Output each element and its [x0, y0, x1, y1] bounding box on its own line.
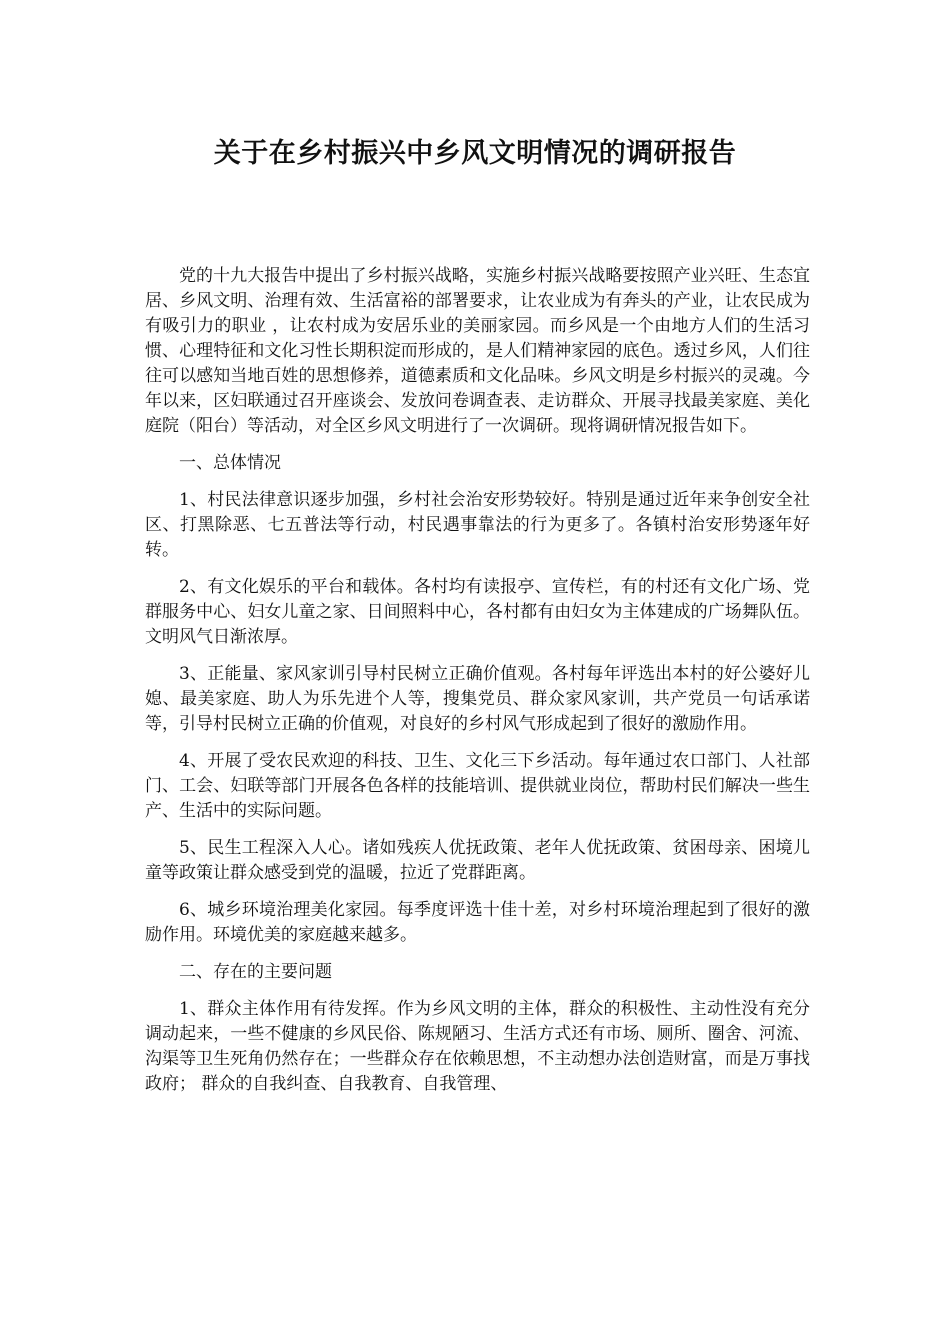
overview-item-2: 2、有文化娱乐的平台和载体。各村均有读报亭、宣传栏，有的村还有文化广场、党群服务中心、妇女儿童之家、日间照料中心，各村都有由妇女为主体建成的广场舞队伍。文明风气日渐浓厚。: [145, 577, 810, 647]
document-title: 关于在乡村振兴中乡风文明情况的调研报告: [213, 138, 737, 169]
section-heading-overview: 一、总体情况: [179, 453, 281, 473]
overview-item-5: 5、民生工程深入人心。诸如残疾人优抚政策、老年人优抚政策、贫困母亲、困境儿童等政策让群众感受到党的温暖，拉近了党群距离。: [145, 838, 810, 883]
overview-item-4: 4、开展了受农民欢迎的科技、卫生、文化三下乡活动。每年通过农口部门、人社部门、工会、妇联等部门开展各色各样的技能培训、提供就业岗位，帮助村民们解决一些生产、生活中的实际问题。: [145, 751, 810, 821]
problems-item-1: 1、群众主体作用有待发挥。作为乡风文明的主体，群众的积极性、主动性没有充分调动起来，一些不健康的乡风民俗、陈规陋习、生活方式还有市场、厕所、圈舍、河流、沟渠等卫生死角仍然存在；一些群众存在依赖思想，不主动想办法创造财富，而是万事找政府； 群众的自我纠查、自我教育、自我管理、: [145, 999, 810, 1094]
overview-item-1: 1、村民法律意识逐步加强，乡村社会治安形势较好。特别是通过近年来争创安全社区、打黑除恶、七五普法等行动，村民遇事靠法的行为更多了。各镇村治安形势逐年好转。: [145, 490, 810, 560]
section-heading-problems: 二、存在的主要问题: [179, 962, 332, 982]
overview-item-6: 6、城乡环境治理美化家园。每季度评选十佳十差，对乡村环境治理起到了很好的激励作用。环境优美的家庭越来越多。: [145, 900, 810, 945]
document-body: [145, 264, 810, 1109]
overview-item-3: 3、正能量、家风家训引导村民树立正确价值观。各村每年评选出本村的好公婆好儿媳、最美家庭、助人为乐先进个人等，搜集党员、群众家风家训，共产党员一句话承诺等，引导村民树立正确的价值观，对良好的乡村风气形成起到了很好的激励作用。: [145, 664, 810, 734]
intro-paragraph: 党的十九大报告中提出了乡村振兴战略，实施乡村振兴战略要按照产业兴旺、生态宜居、乡风文明、治理有效、生活富裕的部署要求，让农业成为有奔头的产业，让农民成为有吸引力的职业 ，让农村成为安居乐业的美丽家园。而乡风是一个由地方人们的生活习惯、心理特征和文化习性长期积淀而形成的，是人们精神家园的底色。透过乡风，人们往往可以感知当地百姓的思想修养，道德素质和文化品味。乡风文明是乡村振兴的灵魂。今年以来，区妇联通过召开座谈会、发放问卷调查表、走访群众、开展寻找最美家庭、美化庭院（阳台）等活动，对全区乡风文明进行了一次调研。现将调研情况报告如下。: [145, 266, 810, 436]
